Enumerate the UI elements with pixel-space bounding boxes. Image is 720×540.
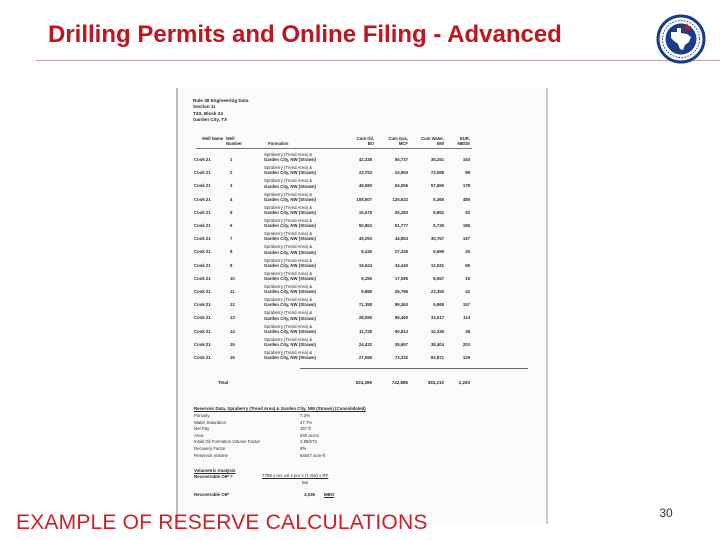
formation-line-2: Garden City, NW (Strawn)	[264, 157, 316, 163]
cum-gas-cell: 24,993	[394, 170, 408, 176]
cum-gas-cell: 17,085	[394, 275, 408, 281]
eur-cell: 89	[465, 170, 470, 176]
formation-line-1: Spraberry (Trend Area) &	[264, 284, 313, 289]
eur-cell: 42	[465, 289, 470, 294]
formation-line-1: Spraberry (Trend Area) &	[264, 152, 313, 157]
formula-numerator: 7758 x res vol x por x (1-Sw) x RF	[262, 473, 329, 478]
formation-line-2: Garden City, NW (Strawn)	[264, 262, 316, 268]
cum-gas-cell: 25,283	[394, 209, 408, 215]
eur-cell: 129	[462, 355, 470, 360]
eur-cell: 186	[462, 223, 470, 228]
column-header-well-name: Well Name	[202, 136, 224, 141]
document-header	[193, 98, 248, 124]
well-number-cell: 12	[230, 302, 235, 308]
cum-water-cell: 8,557	[433, 275, 444, 281]
well-number-cell: 11	[230, 289, 235, 294]
cum-water-cell: 9,852	[433, 209, 444, 215]
formation-line-2: Garden City, NW (Strawn)	[264, 315, 316, 321]
cum-water-cell: 12,531	[430, 262, 444, 268]
total-label: Total	[218, 380, 229, 385]
reservoir-data-row	[194, 433, 546, 439]
cum-oil-cell: 6,255	[361, 275, 372, 281]
well-number-cell: 14	[230, 328, 235, 334]
well-number-cell: 9	[230, 262, 233, 268]
eur-cell: 53	[465, 209, 470, 215]
well-name-cell: Cook 21	[194, 196, 211, 202]
cum-oil-cell: 24,432	[358, 341, 372, 347]
formation-line-2: Garden City, NW (Strawn)	[264, 355, 316, 361]
well-name-cell: Cook 21	[194, 209, 211, 215]
well-number-cell: 7	[230, 236, 233, 242]
cum-oil-cell: 49,580	[358, 183, 372, 189]
eur-cell: 25	[465, 249, 470, 255]
total-rule	[300, 368, 528, 369]
footer-caption: EXAMPLE OF RESERVE CALCULATIONS	[16, 511, 428, 534]
cum-oil-cell: 50,853	[358, 223, 372, 228]
well-name-cell: Cook 21	[194, 328, 211, 334]
formation-line-2: Garden City, NW (Strawn)	[264, 170, 316, 176]
cum-oil-cell: 11,728	[359, 328, 372, 334]
formation-line-1: Spraberry (Trend Area) &	[264, 178, 313, 184]
recoverable-oip-label: Recoverable OIP	[194, 492, 229, 497]
well-name-cell: Cook 21	[194, 170, 211, 176]
well-name-cell: Cook 21	[194, 157, 211, 162]
eur-cell: 203	[462, 341, 470, 347]
reservoir-data-row	[194, 453, 546, 459]
well-name-cell: Cook 21	[194, 183, 211, 189]
column-header-well-number: Well Number	[226, 136, 242, 146]
cum-gas-cell: 95,460	[394, 315, 408, 321]
column-header-formation: Formation	[268, 141, 289, 146]
formation-line-1: Spraberry (Trend Area) &	[264, 244, 313, 250]
reservoir-data-value: 157 ft	[300, 426, 311, 432]
cum-oil-cell: 71,358	[358, 302, 372, 308]
well-number-cell: 4	[230, 196, 233, 202]
well-number-cell: 1	[230, 157, 233, 162]
cum-oil-cell: 42,338	[358, 157, 372, 162]
column-header-cum-gas: Cum Gas, MCF	[388, 136, 408, 146]
cum-gas-cell: 125,622	[392, 196, 408, 202]
formation-line-1: Spraberry (Trend Area) &	[264, 310, 313, 316]
cum-oil-cell: 22,753	[358, 170, 372, 176]
scanned-reserve-document	[176, 88, 548, 524]
formation-line-2: Garden City, NW (Strawn)	[264, 289, 316, 295]
column-header-cum-water: Cum Water, BW	[421, 136, 444, 146]
cum-water-cell: 35,251	[430, 157, 444, 162]
eur-cell: 15	[465, 275, 470, 281]
formation-line-1: Spraberry (Trend Area) &	[264, 270, 313, 276]
cum-gas-cell: 61,777	[394, 223, 408, 228]
column-header-rule	[196, 148, 472, 149]
well-name-cell: Cook 21	[194, 315, 211, 321]
header-line: T4S, Block 34	[193, 110, 223, 116]
reservoir-data-value: 2.88/573	[300, 439, 317, 445]
well-number-cell: 8	[230, 249, 233, 255]
well-number-cell: 6	[230, 223, 233, 228]
volumetric-heading: Volumetric Analysis	[194, 468, 236, 473]
cum-water-cell: 38,404	[430, 341, 444, 347]
formation-line-2: Garden City, NW (Strawn)	[264, 302, 316, 308]
eur-cell: 157	[462, 236, 470, 242]
eur-cell: 114	[463, 315, 470, 321]
reservoir-data-value: 7.3%	[300, 413, 310, 418]
well-number-cell: 2	[230, 170, 233, 176]
cum-gas-cell: 27,435	[394, 249, 408, 255]
well-name-cell: Cook 21	[194, 275, 211, 281]
cum-water-cell: 23,350	[430, 289, 444, 294]
eur-cell: 157	[462, 302, 470, 308]
cum-oil-cell: 9,885	[361, 289, 372, 294]
total-oil: 524,395	[355, 380, 372, 385]
cum-water-cell: 30,757	[430, 236, 444, 242]
cum-water-cell: 57,655	[430, 183, 444, 189]
recoverable-oip-value: 3,035	[304, 492, 315, 497]
well-name-cell: Cook 21	[194, 302, 211, 308]
cum-gas-cell: 55,737	[394, 157, 408, 162]
recoverable-label: Recoverable OIP =	[194, 474, 233, 479]
total-eur: 2,263	[458, 380, 470, 385]
cum-oil-cell: 27,558	[358, 355, 372, 360]
eur-cell: 28	[465, 328, 470, 334]
reservoir-data-label: Reservoir Volume	[194, 452, 228, 458]
header-line: Section 11	[193, 104, 216, 110]
cum-water-cell: 33,517	[430, 315, 444, 321]
formation-line-1: Spraberry (Trend Area) &	[264, 218, 313, 223]
cum-gas-cell: 35,657	[394, 341, 408, 347]
cum-water-cell: 92,871	[430, 355, 444, 360]
formation-line-1: Spraberry (Trend Area) &	[264, 323, 313, 329]
eur-cell: 56	[465, 262, 470, 268]
cum-gas-cell: 44,853	[394, 236, 408, 242]
well-number-cell: 16	[230, 355, 235, 360]
well-number-cell: 15	[230, 341, 235, 347]
cum-water-cell: 10,336	[430, 328, 444, 334]
reservoir-data-row	[194, 439, 546, 445]
formation-line-2: Garden City, NW (Strawn)	[264, 196, 316, 202]
formation-line-1: Spraberry (Trend Area) &	[264, 297, 313, 303]
well-name-cell: Cook 21	[194, 236, 211, 242]
formation-line-1: Spraberry (Trend Area) &	[264, 336, 313, 342]
texas-seal-icon	[656, 14, 706, 64]
eur-cell: 153	[462, 157, 470, 162]
reservoir-data-label: Net Pay	[194, 426, 210, 432]
well-name-cell: Cook 21	[194, 223, 211, 228]
formation-line-1: Spraberry (Trend Area) &	[264, 231, 313, 237]
well-name-cell: Cook 21	[194, 262, 211, 268]
well-number-cell: 10	[230, 275, 235, 281]
formation-line-2: Garden City, NW (Strawn)	[264, 209, 316, 215]
cum-oil-cell: 108,507	[356, 196, 372, 202]
formation-line-2: Garden City, NW (Strawn)	[264, 341, 316, 347]
well-number-cell: 13	[230, 315, 235, 321]
total-gas: 742,885	[391, 380, 408, 385]
column-header-cum-oil: Cum Oil, BO	[356, 136, 374, 146]
reservoir-data-label: Initial Oil Formation Volume Factor	[194, 439, 260, 445]
formation-line-2: Garden City, NW (Strawn)	[264, 183, 316, 189]
eur-cell: 485	[462, 196, 470, 202]
cum-oil-cell: 49,293	[358, 236, 372, 242]
reservoir-data-row	[194, 413, 546, 419]
cum-water-cell: 72,068	[430, 170, 444, 176]
cum-gas-cell: 89,363	[394, 302, 408, 308]
formation-line-2: Garden City, NW (Strawn)	[264, 328, 316, 334]
reservoir-data-label: Recovery Factor	[194, 446, 226, 451]
formation-line-1: Spraberry (Trend Area) &	[264, 204, 313, 210]
reservoir-data-value: 54547 acre-ft	[300, 452, 326, 458]
reservoir-data-label: Area	[194, 432, 204, 438]
cum-oil-cell: 8,435	[361, 249, 372, 255]
cum-gas-cell: 34,440	[394, 262, 408, 268]
cum-gas-cell: 26,756	[394, 289, 408, 294]
column-header-eur: EUR, MBOE	[457, 136, 470, 146]
formation-line-2: Garden City, NW (Strawn)	[264, 249, 316, 255]
formation-line-2: Garden City, NW (Strawn)	[264, 236, 316, 242]
formation-line-1: Spraberry (Trend Area) &	[264, 257, 313, 263]
header-line: Rule 38 Engineering Data	[193, 98, 249, 103]
well-name-cell: Cook 21	[194, 249, 211, 255]
cum-gas-cell: 64,055	[394, 183, 408, 189]
cum-gas-cell: 73,332	[394, 355, 408, 360]
reservoir-data-value: 47.7%	[300, 419, 313, 425]
well-name-cell: Cook 21	[194, 341, 211, 347]
eur-cell: 178	[462, 183, 470, 189]
cum-water-cell: 5,365	[433, 196, 444, 202]
reservoir-data-label: Water Saturation	[194, 419, 227, 425]
title-divider	[36, 60, 720, 61]
reservoir-data-row	[194, 446, 546, 452]
recoverable-oip-unit: MBO	[324, 492, 335, 497]
cum-water-cell: 6,699	[433, 249, 444, 255]
page-number: 30	[659, 506, 673, 520]
well-name-cell: Cook 21	[194, 289, 211, 294]
formation-line-2: Garden City, NW (Strawn)	[264, 275, 316, 281]
slide-title: Drilling Permits and Online Filing - Advanced	[48, 21, 562, 48]
reservoir-data-heading: Reservoir Data, Spraberry (Trend Area) & Garden City, NW (Strawn) (Consolidated)	[194, 406, 366, 411]
formation-line-1: Spraberry (Trend Area) &	[264, 165, 313, 171]
reservoir-data-value: 640 acres	[300, 432, 319, 438]
cum-water-cell: 6,735	[433, 223, 444, 228]
reservoir-data-label: Porosity	[194, 413, 210, 418]
well-number-cell: 3	[230, 183, 233, 189]
cum-water-cell: 9,868	[433, 302, 444, 308]
well-number-cell: 5	[230, 209, 233, 215]
reservoir-data-value: 9%	[300, 446, 307, 451]
total-water: 383,210	[427, 380, 444, 385]
formation-line-2: Garden City, NW (Strawn)	[264, 223, 316, 229]
header-line: Garden City, TX	[193, 117, 228, 123]
reservoir-data-row	[194, 426, 546, 432]
cum-oil-cell: 15,575	[358, 209, 372, 215]
cum-gas-cell: 50,813	[394, 328, 408, 334]
table-row	[178, 350, 546, 366]
reservoir-data-row	[194, 420, 546, 426]
formula-denominator: Boi	[302, 480, 309, 485]
well-name-cell: Cook 21	[194, 355, 211, 360]
cum-oil-cell: 16,624	[358, 262, 372, 268]
formation-line-1: Spraberry (Trend Area) &	[264, 191, 313, 197]
formation-line-1: Spraberry (Trend Area) &	[264, 350, 313, 355]
cum-oil-cell: 28,095	[358, 315, 372, 321]
